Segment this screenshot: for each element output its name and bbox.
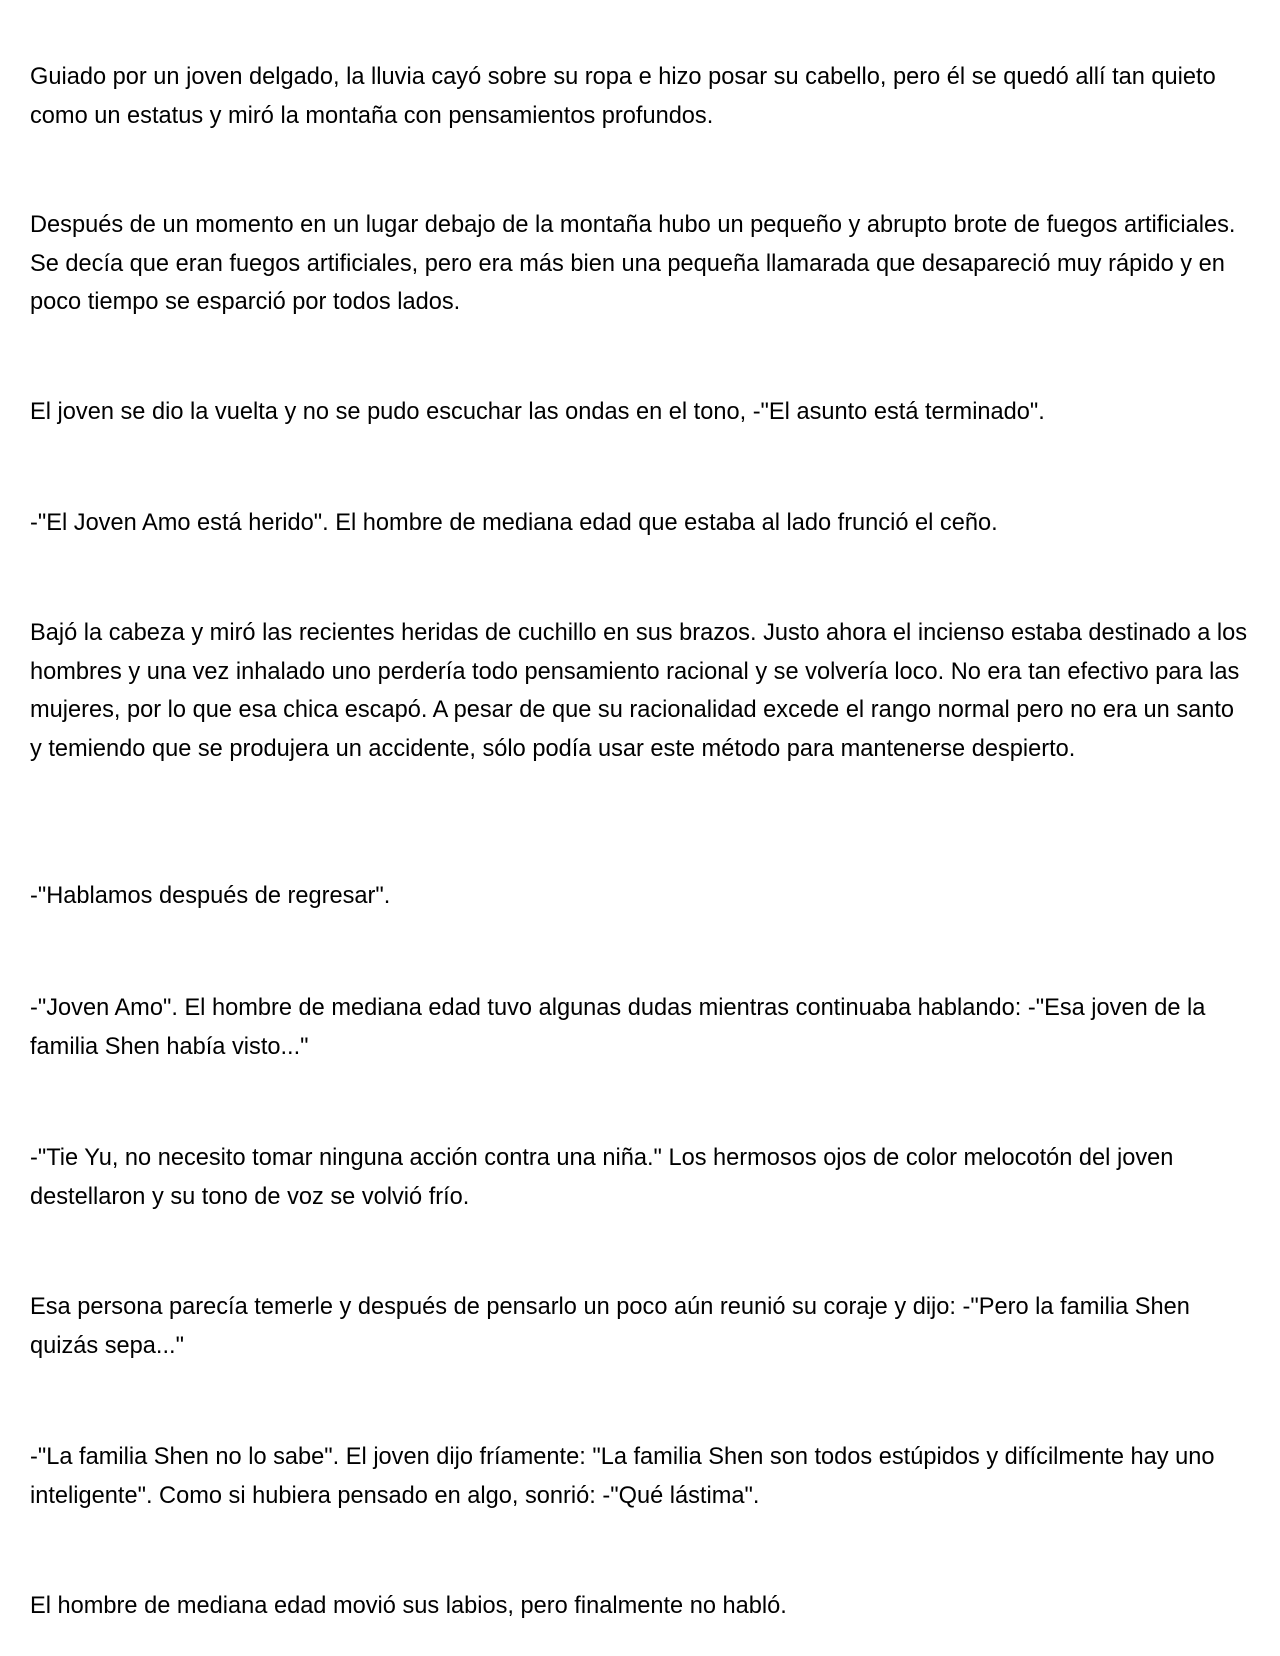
paragraph-11: El hombre de mediana edad movió sus labios, pero finalmente no habló. <box>30 1593 787 1619</box>
paragraph-1: Guiado por un joven delgado, la lluvia cayó sobre su ropa e hizo posar su cabello, pero él se quedó allí tan quieto como un estatus y miró la montaña con pensamientos profundos. <box>30 64 1216 129</box>
paragraph-3: El joven se dio la vuelta y no se pudo escuchar las ondas en el tono, -"El asunto está terminado". <box>30 399 1045 425</box>
paragraph-8: -"Tie Yu, no necesito tomar ninguna acción contra una niña." Los hermosos ojos de color melocotón del joven destellaron y su tono de voz se volvió frío. <box>30 1145 1174 1210</box>
paragraph-2: Después de un momento en un lugar debajo de la montaña hubo un pequeño y abrupto brote de fuegos artificiales. Se decía que eran fuegos artificiales, pero era más bien una pequeña llamarada que desapareció muy rápido y en poco tiempo se esparció por todos lados. <box>30 212 1236 315</box>
paragraph-6: -"Hablamos después de regresar". <box>30 883 391 909</box>
paragraph-10: -"La familia Shen no lo sabe". El joven dijo fríamente: "La familia Shen son todos estúpidos y difícilmente hay uno inteligente". Como si hubiera pensado en algo, sonrió: -"Qué lástima". <box>30 1444 1215 1509</box>
paragraph-9: Esa persona parecía temerle y después de pensarlo un poco aún reunió su coraje y dijo: -"Pero la familia Shen quizás sepa..." <box>30 1294 1190 1359</box>
paragraph-5: Bajó la cabeza y miró las recientes heridas de cuchillo en sus brazos. Justo ahora el incienso estaba destinado a los hombres y una vez inhalado uno perdería todo pensamiento racional y se volvería loco. No era tan efectivo para las mujeres, por lo que esa chica escapó. A pesar de que su racionalidad excede el rango normal pero no era un santo y temiendo que se produjera un accidente, sólo podía usar este método para mantenerse despierto. <box>30 620 1248 762</box>
paragraph-7: -"Joven Amo". El hombre de mediana edad tuvo algunas dudas mientras continuaba hablando: -"Esa joven de la familia Shen había visto..." <box>30 995 1206 1060</box>
paragraph-4: -"El Joven Amo está herido". El hombre de mediana edad que estaba al lado frunció el ceño. <box>30 510 998 536</box>
